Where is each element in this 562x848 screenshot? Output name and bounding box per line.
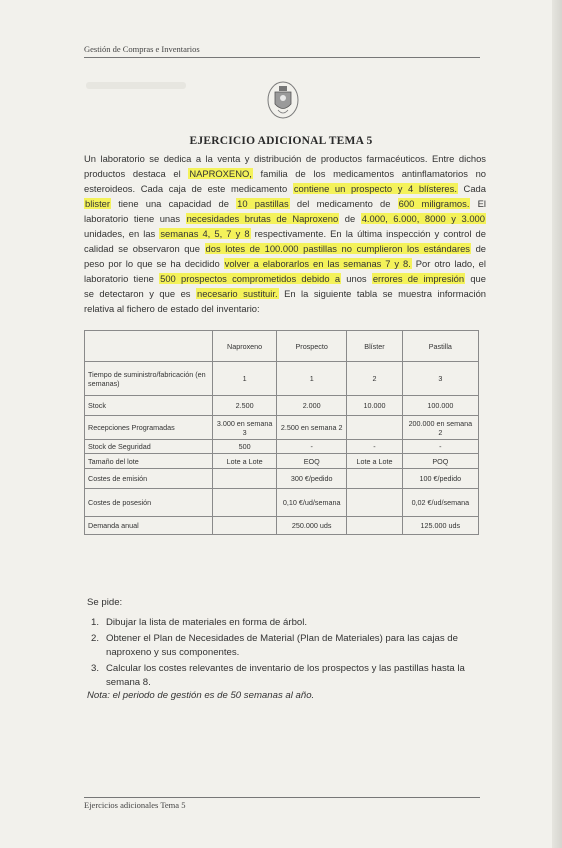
running-footer: Ejercicios adicionales Tema 5 [84,800,186,810]
requirement-text: Calcular los costes relevantes de inventario de los prospectos y las pastillas hasta la semana 8. [106,663,465,688]
table-cell: 100 €/pedido [402,469,478,489]
statement-text: familia de los medicamentos antinflamatorios no [252,168,486,179]
table-cell: 3 [402,362,478,396]
statement-line [84,166,486,181]
statement-line [84,211,486,226]
highlighted-text: 10 pastillas [237,198,289,209]
table-cell [213,469,277,489]
col-header-blister: Blíster [347,331,402,362]
statement-text: laboratorio tiene [84,273,160,284]
statement-text: El [470,198,486,209]
highlighted-text: blister [85,198,111,209]
table-cell: 10.000 [347,396,402,416]
row-label: Costes de emisión [85,469,213,489]
statement-line [84,226,486,241]
table-cell [347,469,402,489]
requirement-number: 1. [91,617,100,628]
col-header-prospecto: Prospecto [277,331,347,362]
table-row [85,489,479,517]
table-cell: 250.000 uds [277,517,347,535]
running-header: Gestión de Compras e Inventarios [84,44,200,54]
highlighted-text: 500 prospectos comprometidos debido a [160,273,341,284]
requirement-item [87,616,487,630]
table-cell: 0,10 €/ud/semana [277,489,347,517]
page-edge [552,0,562,848]
table-cell: 500 [213,440,277,454]
highlighted-text: volver a elaborarlos en las semanas 7 y 8. [224,258,411,269]
table-row [85,517,479,535]
statement-line [84,151,486,166]
table-cell: 200.000 en semana 2 [402,416,478,440]
highlighted-text: 4.000, 6.000, 8000 y 3.000 [361,213,485,224]
table-cell: 3.000 en semana 3 [213,416,277,440]
statement-text: respectivamente. En la última inspección y control de [250,228,486,239]
table-row [85,362,479,396]
statement-text: En la siguiente tabla se muestra información [278,288,486,299]
statement-text: relativa al fichero de estado del inventario: [84,303,260,314]
statement-text: unos [341,273,372,284]
row-label: Demanda anual [85,517,213,535]
table-cell: - [347,440,402,454]
exercise-title: EJERCICIO ADICIONAL TEMA 5 [189,135,373,147]
col-header-pastilla: Pastilla [402,331,478,362]
statement-line [84,241,486,256]
table-cell [347,416,402,440]
statement-text: de [339,213,361,224]
highlighted-text: errores de impresión [372,273,465,284]
statement-text: laboratorio tiene unas [84,213,186,224]
header-rule [84,57,480,58]
table-cell: 125.000 uds [402,517,478,535]
requirement-number: 3. [91,663,100,674]
statement-line [84,301,486,316]
table-cell: POQ [402,454,478,469]
row-label: Stock de Seguridad [85,440,213,454]
table-cell: 300 €/pedido [277,469,347,489]
table-cell: 2 [347,362,402,396]
statement-text: se detectaron y que es [84,288,196,299]
requirements-section [87,596,487,692]
statement-line [84,286,486,301]
requirement-item [87,662,487,690]
table-row [85,469,479,489]
requirement-number: 2. [91,633,100,644]
table-cell: 2.000 [277,396,347,416]
table-cell: 100.000 [402,396,478,416]
col-header-naproxeno: Naproxeno [213,331,277,362]
requirements-list [87,616,487,690]
requirement-item [87,632,487,660]
table-row [85,396,479,416]
table-row [85,440,479,454]
table-cell [347,517,402,535]
table-cell: - [402,440,478,454]
table-cell: 2.500 [213,396,277,416]
footer-rule [84,797,480,798]
table-header-row [85,331,479,362]
row-label: Tamaño del lote [85,454,213,469]
table-cell [213,517,277,535]
table-row [85,454,479,469]
table-cell: 1 [213,362,277,396]
exercise-statement [84,151,486,316]
row-label: Stock [85,396,213,416]
inventory-status-table [84,330,479,535]
requirements-intro: Se pide: [87,597,123,608]
table-cell: Lote a Lote [347,454,402,469]
table-cell: - [277,440,347,454]
highlighted-text: 600 miligramos. [398,198,470,209]
statement-text: peso por lo que se ha decidido [84,258,224,269]
row-label: Recepciones Programadas [85,416,213,440]
note-text: Nota: el periodo de gestión es de 50 semanas al año. [87,690,315,701]
statement-text: Por otro lado, el [411,258,486,269]
table-cell: Lote a Lote [213,454,277,469]
row-label: Costes de posesión [85,489,213,517]
statement-text: esteroideos. Cada caja de este medicamento [84,183,293,194]
statement-text: de [470,243,486,254]
statement-text: productos destaca el [84,168,189,179]
statement-text: del medicamento de [289,198,398,209]
table-row [85,416,479,440]
statement-line [84,181,486,196]
table-cell [347,489,402,517]
row-label: Tiempo de suministro/fabricación (en semanas) [85,362,213,396]
highlighted-text: contiene un prospecto y 4 blísteres. [293,183,457,194]
table-cell: EOQ [277,454,347,469]
university-crest-icon [266,80,300,120]
table-cell: 0,02 €/ud/semana [402,489,478,517]
highlighted-text: semanas 4, 5, 7 y 8 [160,228,250,239]
statement-line [84,256,486,271]
highlighted-text: dos lotes de 100.000 pastillas no cumplieron los estándares [205,243,470,254]
statement-text: Un laboratorio se dedica a la venta y distribución de productos farmacéuticos. Entre dichos [84,153,486,164]
statement-text: unidades, en las [84,228,160,239]
highlighted-text: necesidades brutas de Naproxeno [186,213,339,224]
table-cell [213,489,277,517]
table-cell: 2.500 en semana 2 [277,416,347,440]
faded-mark [86,82,186,89]
statement-text: Cada [457,183,486,194]
statement-text: tiene una capacidad de [111,198,237,209]
statement-text: que [465,273,486,284]
statement-line [84,196,486,211]
requirement-text: Dibujar la lista de materiales en forma de árbol. [106,617,308,628]
statement-text: calidad se observaron que [84,243,205,254]
highlighted-text: necesario sustituir. [197,288,278,299]
table-cell: 1 [277,362,347,396]
requirement-text: Obtener el Plan de Necesidades de Material (Plan de Materiales) para las cajas de naproxeno y sus componentes. [106,633,458,658]
statement-line [84,271,486,286]
table-corner-cell [85,331,213,362]
highlighted-text: NAPROXENO, [189,168,252,179]
